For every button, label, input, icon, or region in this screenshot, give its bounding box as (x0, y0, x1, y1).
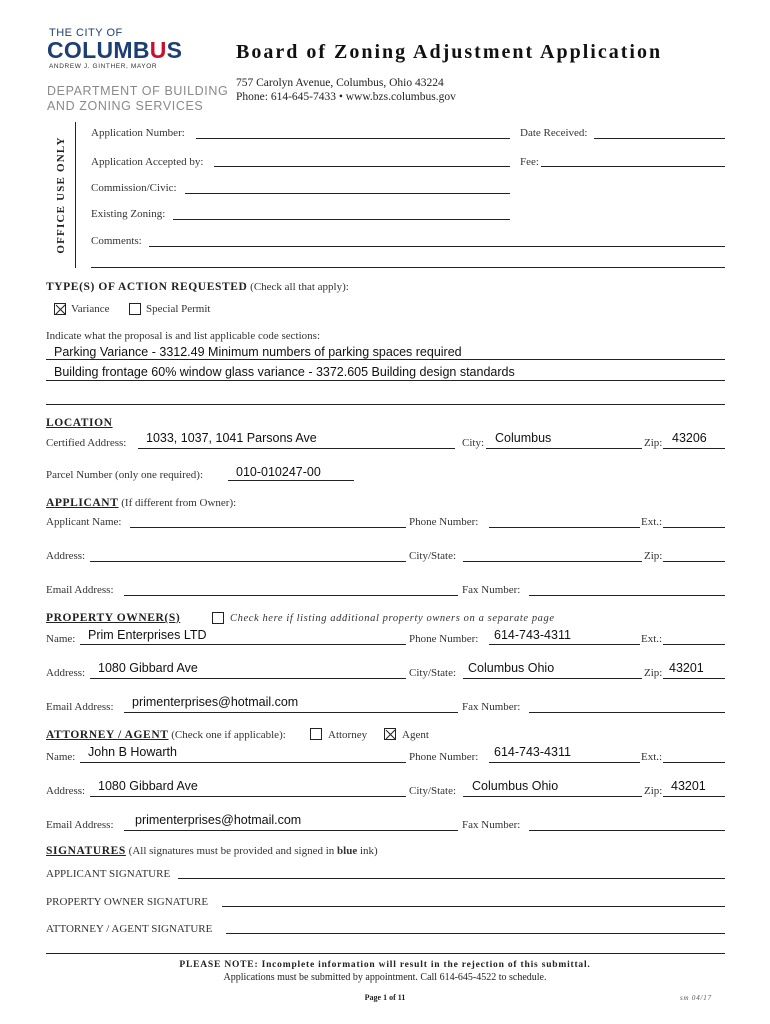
zip-rule (663, 448, 725, 449)
applicant-zip-field[interactable] (663, 561, 725, 562)
attorney-email-rule (124, 830, 458, 831)
page-number: Page 1 of 11 (364, 993, 406, 1002)
attorney-signature-label: ATTORNEY / AGENT SIGNATURE (46, 923, 213, 935)
applicant-heading-text: APPLICANT (46, 497, 119, 509)
action-heading-note: (Check all that apply): (250, 281, 349, 293)
owner-heading: PROPERTY OWNER(S) (46, 612, 181, 624)
commission-label: Commission/Civic: (91, 182, 177, 194)
applicant-ext-field[interactable] (663, 527, 725, 528)
attorney-heading-note: (Check one if applicable): (171, 729, 286, 741)
attorney-ext-label: Ext.: (641, 751, 663, 763)
proposal-line-1[interactable]: Parking Variance - 3312.49 Minimum numbers of parking spaces required (54, 345, 462, 359)
city-rule (486, 448, 642, 449)
owner-city-value[interactable]: Columbus Ohio (468, 661, 555, 675)
owner-signature-field[interactable] (222, 906, 725, 907)
comments-field-2[interactable] (91, 267, 725, 268)
attorney-heading (46, 729, 286, 741)
attorney-email-label: Email Address: (46, 819, 114, 831)
applicant-city-label: City/State: (409, 550, 457, 562)
signatures-note-blue: blue (337, 845, 358, 857)
footer-note: PLEASE NOTE: Incomplete information will result in the rejection of this submittal. (179, 960, 591, 970)
additional-owners-checkbox[interactable] (212, 612, 224, 624)
office-use-label: OFFICE USE ONLY (55, 136, 67, 254)
attorney-fax-label: Fax Number: (462, 819, 521, 831)
signatures-heading-text: SIGNATURES (46, 845, 126, 857)
city-value[interactable]: Columbus (495, 431, 552, 445)
owner-phone-value[interactable]: 614-743-4311 (494, 628, 571, 642)
parcel-label: Parcel Number (only one required): (46, 469, 203, 481)
attorney-ext-field[interactable] (663, 762, 725, 763)
fee-field[interactable] (541, 166, 725, 167)
page-title: Board of Zoning Adjustment Application (236, 41, 663, 63)
special-permit-label: Special Permit (146, 303, 211, 315)
certified-address-rule (138, 448, 455, 449)
attorney-zip-label: Zip: (644, 785, 663, 797)
attorney-zip-rule (663, 796, 725, 797)
zip-value[interactable]: 43206 (672, 431, 707, 445)
signatures-note-b: ink) (359, 845, 378, 857)
attorney-phone-rule (489, 762, 640, 763)
logo-mayor: ANDREW J. GINTHER, MAYOR (49, 63, 158, 70)
city-logo (47, 37, 182, 64)
applicant-name-field[interactable] (130, 527, 406, 528)
owner-name-value[interactable]: Prim Enterprises LTD (88, 628, 207, 642)
applicant-heading (46, 497, 236, 509)
owner-ext-label: Ext.: (641, 633, 663, 645)
attorney-city-value[interactable]: Columbus Ohio (472, 779, 559, 793)
owner-address-value[interactable]: 1080 Gibbard Ave (98, 661, 198, 675)
owner-email-value[interactable]: primenterprises@hotmail.com (132, 695, 299, 709)
footer-appointment: Applications must be submitted by appointment. Call 614-645-4522 to schedule. (223, 972, 547, 983)
attorney-option-label: Attorney (328, 729, 368, 741)
applicant-email-label: Email Address: (46, 584, 114, 596)
applicant-signature-label: APPLICANT SIGNATURE (46, 868, 171, 880)
attorney-fax-field[interactable] (529, 830, 725, 831)
applicant-fax-field[interactable] (529, 595, 725, 596)
accepted-by-label: Application Accepted by: (91, 156, 204, 168)
attorney-signature-field[interactable] (226, 933, 725, 934)
date-received-field[interactable] (594, 138, 725, 139)
parcel-value[interactable]: 010-010247-00 (236, 465, 321, 479)
owner-zip-label: Zip: (644, 667, 663, 679)
owner-signature-label: PROPERTY OWNER SIGNATURE (46, 896, 209, 908)
dept-line1: DEPARTMENT OF BUILDING (47, 84, 229, 98)
commission-field[interactable] (185, 193, 510, 194)
existing-zoning-field[interactable] (173, 219, 510, 220)
applicant-name-label: Applicant Name: (46, 516, 122, 528)
attorney-city-rule (463, 796, 642, 797)
owner-email-rule (124, 712, 458, 713)
attorney-phone-label: Phone Number: (409, 751, 479, 763)
applicant-address-label: Address: (46, 550, 86, 562)
owner-fax-field[interactable] (529, 712, 725, 713)
applicant-phone-label: Phone Number: (409, 516, 479, 528)
logo-city-text: THE CITY OF (49, 27, 123, 39)
attorney-city-label: City/State: (409, 785, 457, 797)
applicant-signature-field[interactable] (178, 878, 725, 879)
applicant-email-field[interactable] (124, 595, 458, 596)
owner-fax-label: Fax Number: (462, 701, 521, 713)
proposal-line-3[interactable] (46, 404, 725, 405)
location-heading: LOCATION (46, 417, 113, 429)
attorney-heading-text: ATTORNEY / AGENT (46, 729, 169, 741)
attorney-name-value[interactable]: John B Howarth (88, 745, 177, 759)
owner-ext-field[interactable] (663, 644, 725, 645)
agent-checkbox[interactable] (384, 728, 396, 740)
special-permit-checkbox[interactable] (129, 303, 141, 315)
owner-address-rule (90, 678, 406, 679)
owner-city-rule (463, 678, 642, 679)
attorney-address-label: Address: (46, 785, 86, 797)
proposal-line-2[interactable]: Building frontage 60% window glass variance - 3372.605 Building design standards (54, 365, 515, 379)
footer-divider (46, 953, 725, 954)
variance-checkbox[interactable] (54, 303, 66, 315)
logo-main-u: U (149, 37, 167, 63)
agent-option-label: Agent (402, 729, 429, 741)
attorney-checkbox[interactable] (310, 728, 322, 740)
variance-label: Variance (71, 303, 110, 315)
signatures-note-a: (All signatures must be provided and signed in (128, 845, 335, 857)
proposal-instruction: Indicate what the proposal is and list applicable code sections: (46, 330, 321, 342)
accepted-by-field[interactable] (214, 166, 510, 167)
applicant-address-field[interactable] (90, 561, 406, 562)
owner-address-label: Address: (46, 667, 86, 679)
owner-zip-rule (663, 678, 725, 679)
office-address: 757 Carolyn Avenue, Columbus, Ohio 43224 (236, 77, 444, 89)
owner-email-label: Email Address: (46, 701, 114, 713)
comments-field[interactable] (149, 246, 725, 247)
owner-city-label: City/State: (409, 667, 457, 679)
form-code: sm 04/17 (680, 994, 712, 1002)
signatures-heading (46, 845, 378, 857)
fee-label: Fee: (520, 156, 539, 168)
city-label: City: (462, 437, 485, 449)
attorney-address-rule (90, 796, 406, 797)
applicant-city-field[interactable] (463, 561, 642, 562)
proposal-line-2-rule (46, 380, 725, 381)
action-heading-text: TYPE(S) OF ACTION REQUESTED (46, 281, 248, 293)
dept-line2: AND ZONING SERVICES (47, 99, 204, 113)
attorney-email-value[interactable]: primenterprises@hotmail.com (135, 813, 302, 827)
attorney-zip-value[interactable]: 43201 (671, 779, 706, 793)
application-number-label: Application Number: (91, 127, 185, 139)
office-phone: Phone: 614-645-7433 • www.bzs.columbus.gov (236, 91, 456, 103)
logo-main-a: COLUMB (47, 37, 150, 63)
applicant-heading-note: (If different from Owner): (121, 497, 237, 509)
date-received-label: Date Received: (520, 127, 588, 139)
attorney-phone-value[interactable]: 614-743-4311 (494, 745, 571, 759)
existing-zoning-label: Existing Zoning: (91, 208, 166, 220)
owner-phone-rule (489, 644, 640, 645)
attorney-name-label: Name: (46, 751, 76, 763)
owner-phone-label: Phone Number: (409, 633, 479, 645)
applicant-phone-field[interactable] (489, 527, 640, 528)
owner-name-rule (80, 644, 406, 645)
comments-label: Comments: (91, 235, 142, 247)
additional-owners-note: Check here if listing additional property owners on a separate page (230, 613, 555, 624)
certified-address-value[interactable]: 1033, 1037, 1041 Parsons Ave (146, 431, 317, 445)
applicant-ext-label: Ext.: (641, 516, 663, 528)
action-heading (46, 281, 349, 293)
applicant-zip-label: Zip: (644, 550, 663, 562)
logo-main-b: S (166, 37, 183, 63)
zip-label: Zip: (644, 437, 663, 449)
applicant-fax-label: Fax Number: (462, 584, 521, 596)
attorney-address-value[interactable]: 1080 Gibbard Ave (98, 779, 198, 793)
application-number-field[interactable] (196, 138, 510, 139)
owner-zip-value[interactable]: 43201 (669, 661, 704, 675)
certified-address-label: Certified Address: (46, 437, 127, 449)
parcel-rule (228, 480, 354, 481)
owner-name-label: Name: (46, 633, 76, 645)
attorney-name-rule (80, 762, 406, 763)
proposal-line-1-rule (46, 359, 725, 360)
